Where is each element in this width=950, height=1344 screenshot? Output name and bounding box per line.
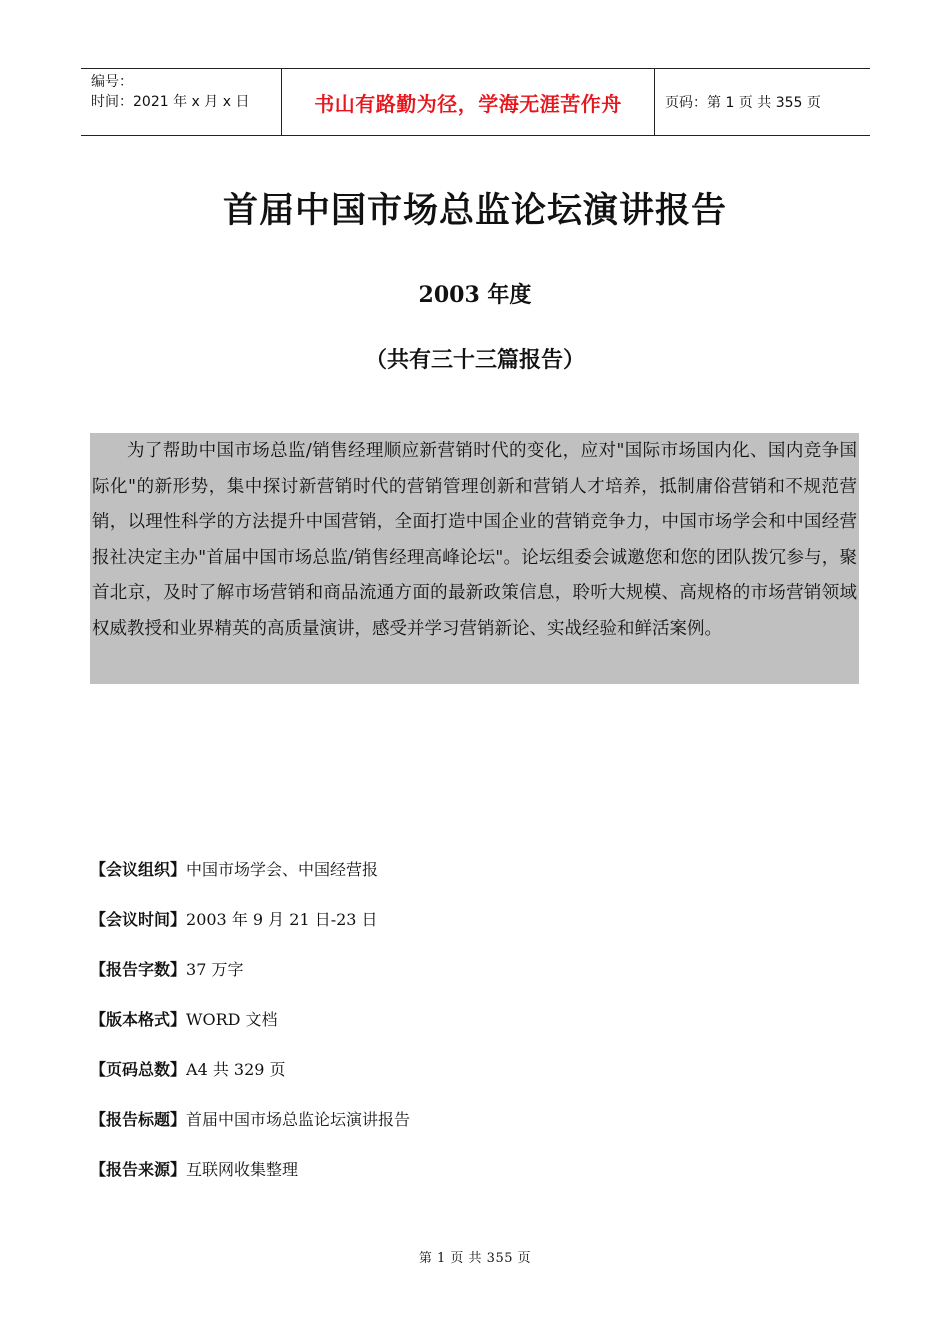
header-page-cell	[655, 69, 870, 135]
info-value: 互联网收集整理	[186, 1160, 299, 1179]
info-label: 【报告字数】	[90, 960, 187, 979]
header-meta-cell	[81, 69, 282, 135]
info-value: 37 万字	[186, 960, 244, 979]
info-label: 【报告标题】	[90, 1110, 187, 1129]
info-row-page-count	[90, 1057, 286, 1080]
info-label: 【会议时间】	[90, 910, 187, 929]
info-row-format	[90, 1007, 278, 1030]
intro-paragraph: 为了帮助中国市场总监/销售经理顺应新营销时代的变化，应对"国际市场国内化、国内竞争国际化"的新形势，集中探讨新营销时代的营销管理创新和营销人才培养，抵制庸俗营销和不规范营销，以理性科学的方法提升中国营销，全面打造中国企业的营销竞争力，中国市场学会和中国经营报社决定主办"首届中国市场总监/销售经理高峰论坛"。论坛组委会诚邀您和您的团队拨冗参与，聚首北京，及时了解市场营销和商品流通方面的最新政策信息，聆听大规模、高规格的市场营销领域权威教授和业界精英的高质量演讲，感受并学习营销新论、实战经验和鲜活案例。	[90, 433, 859, 684]
info-row-report-title	[90, 1107, 410, 1130]
info-row-word-count	[90, 957, 243, 980]
info-label: 【报告来源】	[90, 1160, 187, 1179]
header-page-info: 页码：第 1 页 共 355 页	[665, 95, 821, 111]
document-time-label: 时间：2021 年 x 月 x 日	[91, 94, 250, 110]
document-subtitle: （共有三十三篇报告）	[364, 347, 585, 373]
info-value: 2003 年 9 月 21 日-23 日	[186, 910, 378, 929]
document-year: 2003 年度	[418, 282, 532, 308]
info-value: 首届中国市场总监论坛演讲报告	[186, 1110, 411, 1129]
info-label: 【页码总数】	[90, 1060, 187, 1079]
info-value: A4 共 329 页	[186, 1060, 286, 1079]
info-label: 【会议组织】	[90, 860, 187, 879]
info-label: 【版本格式】	[90, 1010, 187, 1029]
info-row-organizer	[90, 857, 378, 880]
header-motto-cell	[282, 69, 655, 135]
page-footer: 第 1 页 共 355 页	[418, 1251, 532, 1266]
document-number-label: 编号：	[91, 74, 133, 90]
info-row-source	[90, 1157, 298, 1180]
header-table	[81, 68, 870, 136]
motto-text: 书山有路勤为径，学海无涯苦作舟	[314, 91, 622, 116]
info-value: WORD 文档	[186, 1010, 278, 1029]
info-row-time	[90, 907, 378, 930]
document-title: 首届中国市场总监论坛演讲报告	[222, 191, 727, 231]
info-value: 中国市场学会、中国经营报	[186, 860, 379, 879]
